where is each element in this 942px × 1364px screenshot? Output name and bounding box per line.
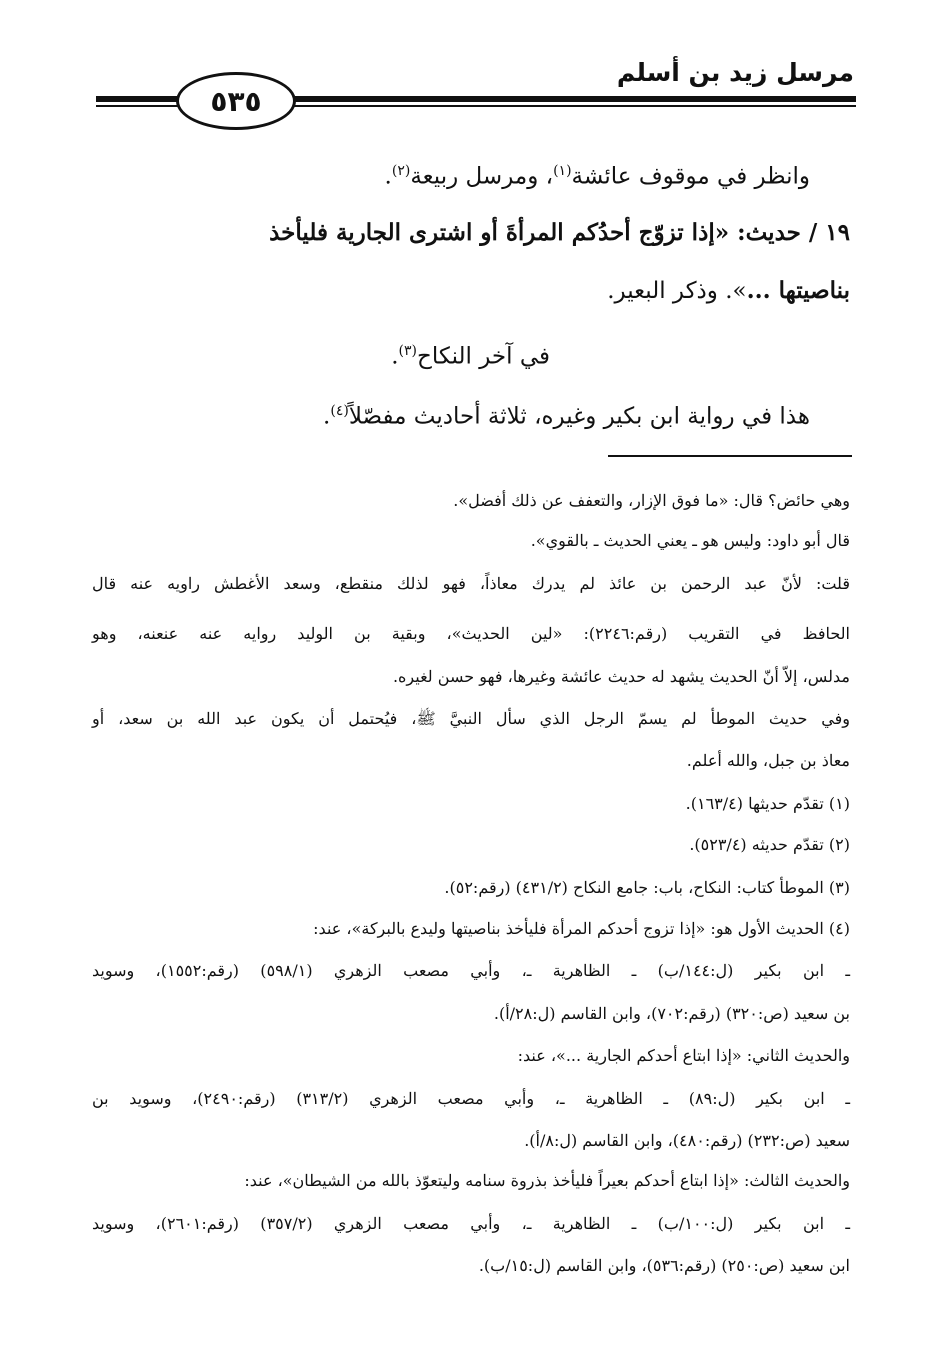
footnote-2: (٢) تقدّم حديثه (٥٢٣/٤). xyxy=(689,835,850,854)
footnote-3: (٣) الموطأ كتاب: النكاح، باب: جامع النكاح (٤٣١/٢) (رقم:٥٢). xyxy=(444,878,850,897)
hadith-heading: ١٩ / حديث: «إذا تزوّج أحدُكم المرأةَ أو اشترى الجارية فليأخذ xyxy=(269,219,850,246)
footnote-line: الحافظ في التقريب (رقم:٢٢٤٦): «لين الحديث»، وبقية بن الوليد روايه عنه عنعنه، وهو xyxy=(92,624,850,643)
footnote-line: ابن سعيد (ص:٢٥٠) (رقم:٥٣٦)، وابن القاسم (ل:١٥/ب). xyxy=(478,1256,850,1275)
footnote-line: ـ ابن بكير (ل:١٤٤/ب) ـ الظاهرية ـ، وأبي مصعب الزهري (٥٩٨/١) (رقم:١٥٥٢)، وسويد xyxy=(92,961,851,980)
main-line: وانظر في موقوف عائشة$^{(١)}$، ومرسل ربيعة$^{(٢)}$. xyxy=(384,163,810,190)
footnote-line: قلت: لأنّ عبد الرحمن بن عائذ لم يدرك معاذاً، فهو لذلك منقطع، وسعد الأغطش راويه عنه قال xyxy=(92,574,850,593)
footnote-line: ـ ابن بكير (ل:١٠٠/ب) ـ الظاهرية ـ، وأبي مصعب الزهري (٣٥٧/٢) (رقم:٢٦٠١)، وسويد xyxy=(92,1214,851,1233)
footnote-line: قال أبو داود: وليس هو ـ يعني الحديث ـ بالقوي». xyxy=(530,531,850,550)
footnote-line: والحديث الثالث: «إذا ابتاع أحدكم بعيراً فليأخذ بذروة سنامه وليتعوّذ بالله من الشيطان»، عند: xyxy=(244,1171,850,1190)
main-line: بناصيتها ...». وذكر البعير. xyxy=(607,277,850,304)
footnote-line: ـ ابن بكير (ل:٨٩) ـ الظاهرية ـ، وأبي مصعب الزهري (٣١٣/٢) (رقم:٢٤٩٠)، وسويد بن xyxy=(92,1089,851,1108)
footnote-line: سعيد (ص:٢٣٢) (رقم:٤٨٠)، وابن القاسم (ل:٨/أ). xyxy=(524,1131,850,1150)
footnote-separator xyxy=(608,455,852,457)
page-number: ٥٣٥ xyxy=(210,84,262,118)
footnote-line: وهي حائض؟ قال: «ما فوق الإزار، والتعفف عن ذلك أفضل». xyxy=(453,491,850,510)
footnote-line: مدلس، إلاّ أنّ الحديث يشهد له حديث عائشة وغيرها، فهو حسن لغيره. xyxy=(392,667,850,686)
footnote-1: (١) تقدّم حديثها (١٦٣/٤). xyxy=(685,794,850,813)
running-header-title: مرسل زيد بن أسلم xyxy=(616,58,854,87)
page-number-badge xyxy=(176,72,296,130)
footnote-4: (٤) الحديث الأول هو: «إذا تزوج أحدكم المرأة فليأخذ بناصيتها وليدع بالبركة»، عند: xyxy=(313,919,850,938)
main-line: هذا في رواية ابن بكير وغيره، ثلاثة أحاديث مفصّلاً$^{(٤)}$. xyxy=(323,403,810,430)
footnote-line: والحديث الثاني: «إذا ابتاع أحدكم الجارية ...»، عند: xyxy=(517,1046,850,1065)
footnote-line: وفي حديث الموطأ لم يسمّ الرجل الذي سأل النبيَّ ﷺ، فيُحتمل أن يكون عبد الله بن سعد، أو xyxy=(92,709,850,728)
main-line: في آخر النكاح$^{(٣)}$. xyxy=(391,343,550,370)
footnote-line: بن سعيد (ص:٣٢٠) (رقم:٧٠٢)، وابن القاسم (ل:٢٨/أ). xyxy=(493,1004,850,1023)
footnote-line: معاذ بن جبل، والله أعلم. xyxy=(686,751,850,770)
